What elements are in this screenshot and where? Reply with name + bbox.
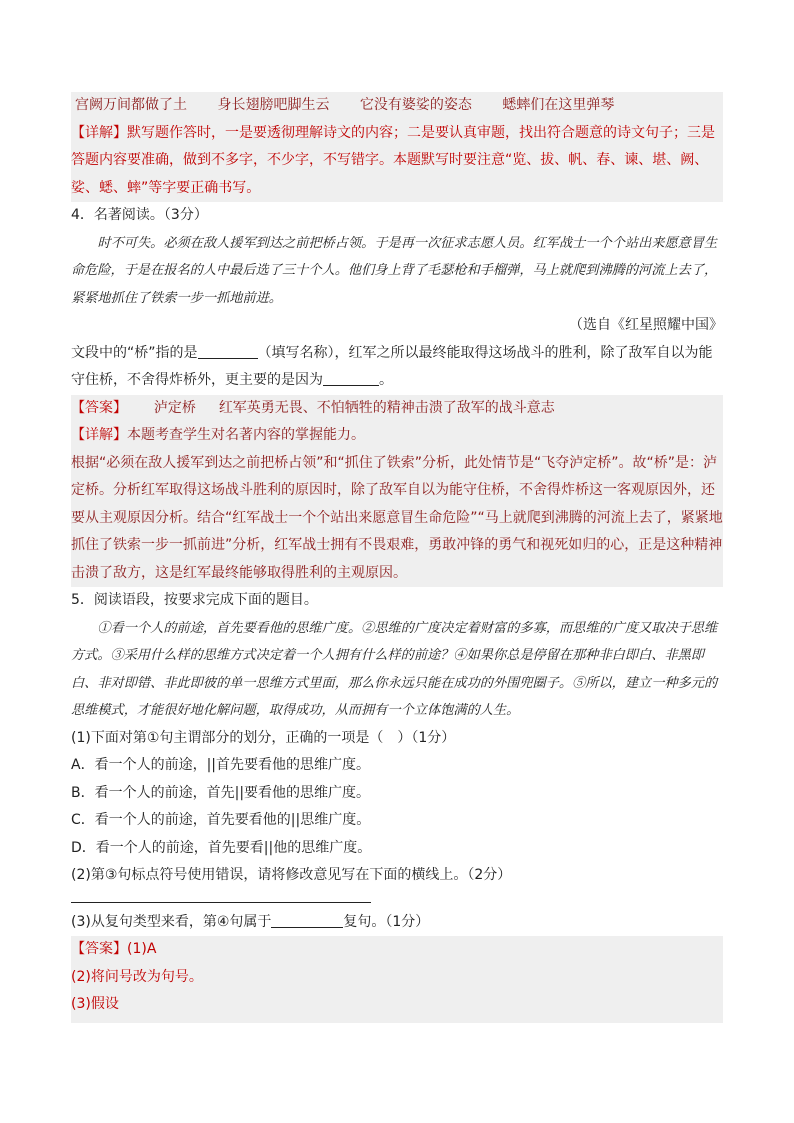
detail-text: 本题考查学生对名著内容的掌握能力。 [127,427,365,443]
question-5-title: 5．阅读语段，按要求完成下面的题目。 [71,592,318,608]
answer-text: 红军英勇无畏、不怕牺牲的精神击溃了敌军的战斗意志 [218,399,555,416]
prompt-text: 复句。（1分） [343,913,430,930]
answer-line: (2)将问号改为句号。 [71,968,203,985]
question-4-title: 4．名著阅读。（3分） [71,207,208,223]
answer-tag: 【答案】 [71,941,127,957]
prompt-text: 文段中的“桥”指的是 [71,344,198,361]
answer-block-previous [71,92,723,202]
answer-block-q5 [71,936,723,1023]
sub-question-1: (1)下面对第①句主谓部分的划分，正确的一项是（ ）（1分） [71,729,456,746]
detail-tag: 【详解】 [71,124,127,141]
prompt-text: 。 [379,372,393,388]
question-4-passage: 时不可失。必须在敌人援军到达之前把桥占领。于是再一次征求志愿人员。红军战士一个个站出来愿意冒生命危险，于是在报名的人中最后选了三十个人。他们身上背了毛瑟枪和手榴弹，马上就爬到沸腾的河流上去了，紧紧地抓住了铁索一步一抓地前进。 [71,235,718,306]
detail-line [71,422,723,450]
question-5-passage: ①看一个人的前途，首先要看他的思维广度。②思维的广度决定着财富的多寡，而思维的广度又取决于思维方式。③采用什么样的思维方式决定着一个人拥有什么样的前途？④如果你总是停留在那种非白即白、非黑即白、非对即错、非此即彼的单一思维方式里面，那么你永远只能在成功的外围兜圈子。⑤所以，建立一种多元的思维模式，才能很好地化解问题，取得成功，从而拥有一个立体饱满的人生。 [71,620,718,718]
answer-text: 泸定桥 [153,399,196,416]
sub-question-3 [71,909,723,937]
detail-paragraph: 根据“必须在敌人援军到达之前把桥占领”和“抓住了铁索”分析，此处情节是“飞夺泸定桥”。故“桥”是：泸定桥。分析红军取得这场战斗胜利的原因时，除了敌军自以为能守住桥，不舍得炸桥这一客观原因外，还要从主观原因分析。结合“红军战士一个个站出来愿意冒生命危险”“马上就爬到沸腾的河流上去了，紧紧地抓住了铁索一步一抓前进”分析，红军战士拥有不畏艰难，勇敢冲锋的勇气和视死如归的心，正是这种精神击溃了敌方，这是红军最终能够取得胜利的主观原因。 [71,454,723,581]
detail-text: 默写题作答时，一是要透彻理解诗文的内容；二是要认真审题，找出符合题意的诗文句子；三是答题内容要准确，做到不多字，不少字，不写错字。本题默写时要注意“览、拔、帆、春、谏、堪、阙、娑、蟋、蟀”等字要正确书写。 [71,124,715,196]
answer-block-q4 [71,395,723,588]
option-c[interactable]: C．看一个人的前途，首先要看他的||思维广度。 [71,812,371,828]
option-b[interactable]: B．看一个人的前途，首先||要看他的思维广度。 [71,784,371,801]
detail-tag: 【详解】 [71,427,127,443]
answer-part: 宫阙万间都做了土 [75,97,187,113]
answer-blank[interactable] [271,911,343,928]
answer-line [71,936,723,964]
passage-source: （选自《红星照耀中国》 [569,317,723,333]
answer-line [75,92,723,120]
answer-blank[interactable] [323,369,379,386]
answer-line: (3)假设 [71,996,119,1012]
answer-line-blank[interactable] [71,902,371,903]
answer-text: (1)A [127,941,157,957]
option-d[interactable]: D．看一个人的前途，首先要看||他的思维广度。 [71,839,372,856]
answer-part: 蟋蟀们在这里弹琴 [502,97,615,113]
answer-line [71,395,723,423]
sub-question-2: (2)第③句标点符号使用错误，请将修改意见写在下面的横线上。（2分） [71,867,512,883]
answer-tag: 【答案】 [71,399,127,416]
question-4-prompt [71,340,723,395]
answer-part: 它没有婆娑的姿态 [359,97,472,113]
prompt-text: (3)从复句类型来看，第④句属于 [71,913,272,930]
document-page [71,92,723,1023]
option-a[interactable]: A．看一个人的前途，||首先要看他的思维广度。 [71,757,371,773]
prompt-text: （填写名称），红军之所以最终能取得这场战斗的胜利，除了敌军自以为能守住桥，不舍得炸桥外，更主要的是因为 [71,344,713,388]
answer-blank[interactable] [198,342,258,359]
answer-part: 身长翅膀吧脚生云 [217,97,330,113]
detail-paragraph [71,120,723,203]
